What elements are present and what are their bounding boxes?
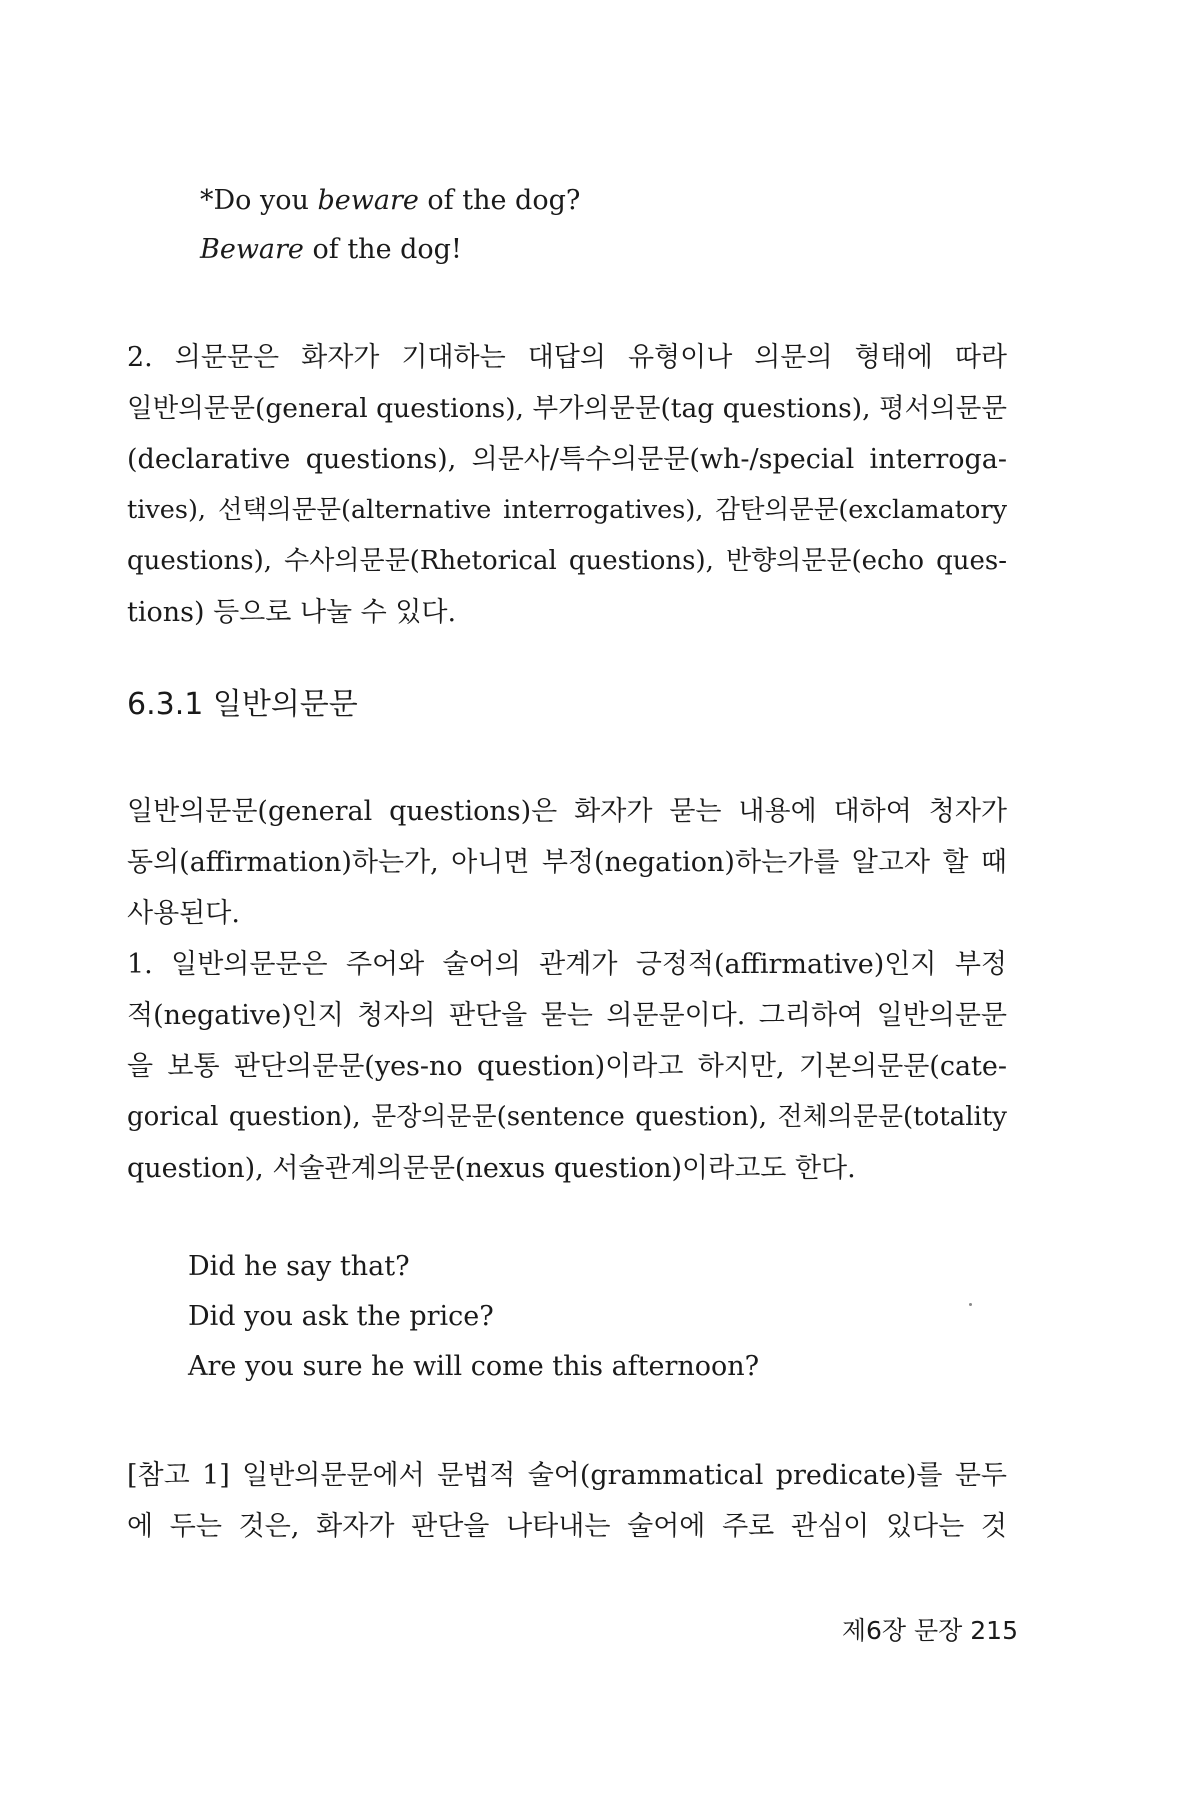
text-line: 일반의문문(general questions)은 화자가 묻는 내용에 대하여 청자가: [127, 796, 1007, 827]
text-line: 사용된다.: [127, 898, 240, 929]
text-line: questions), 수사의문문(Rhetorical questions), 반향의문문(echo ques-: [127, 546, 1007, 576]
text-line: 적(negative)인지 청자의 판단을 묻는 의문문이다. 그리하여 일반의문문: [127, 1000, 1007, 1031]
paragraph-general-questions: [127, 786, 1007, 939]
text-line: (declarative questions), 의문사/특수의문문(wh-/special interroga-: [127, 444, 1007, 475]
text-line: 2. 의문문은 화자가 기대하는 대답의 유형이나 의문의 형태에 따라: [127, 342, 1007, 373]
example-sentence: Did he say that?: [188, 1251, 410, 1282]
example-ungrammatical: *Do you beware of the dog?: [200, 185, 581, 216]
paragraph-note-1: [127, 1450, 1007, 1552]
text-line: 1. 일반의문문은 주어와 술어의 관계가 긍정적(affirmative)인지 부정: [127, 949, 1007, 980]
example-sentence: Are you sure he will come this afternoon?: [188, 1351, 760, 1382]
text-line: 일반의문문(general questions), 부가의문문(tag questions), 평서의문문: [127, 393, 1007, 424]
page-footer: 제6장 문장 215: [841, 1616, 1018, 1645]
text-line: tions) 등으로 나눌 수 있다.: [127, 597, 457, 628]
text-line: tives), 선택의문문(alternative interrogatives), 감탄의문문(exclamatory: [127, 495, 1007, 525]
text-line: question), 서술관계의문문(nexus question)이라고도 한다.: [127, 1153, 856, 1184]
example-imperative: Beware of the dog!: [200, 234, 462, 265]
text-line: [참고 1] 일반의문문에서 문법적 술어(grammatical predicate)를 문두: [127, 1460, 1007, 1491]
text-line: 동의(affirmation)하는가, 아니면 부정(negation)하는가를 알고자 할 때: [127, 847, 1007, 878]
text-line: 에 두는 것은, 화자가 판단을 나타내는 술어에 주로 관심이 있다는 것: [127, 1511, 1007, 1542]
text-line: gorical question), 문장의문문(sentence question), 전체의문문(totality: [127, 1102, 1007, 1132]
section-heading: 6.3.1 일반의문문: [127, 687, 358, 722]
speck: [969, 1303, 972, 1306]
paragraph-question-types: [127, 332, 1007, 638]
example-sentence: Did you ask the price?: [188, 1301, 494, 1332]
paragraph-point-1: [127, 939, 1007, 1194]
text-line: 을 보통 판단의문문(yes-no question)이라고 하지만, 기본의문문(cate-: [127, 1051, 1007, 1082]
